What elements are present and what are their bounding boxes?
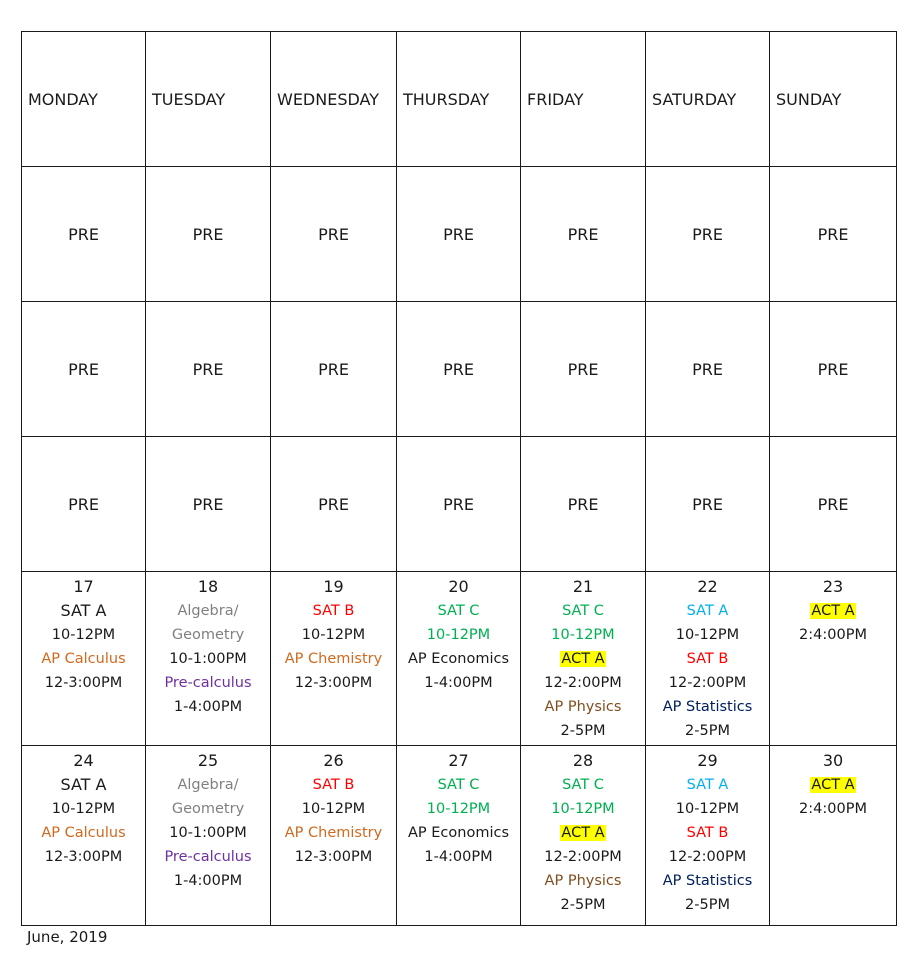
session-line	[646, 797, 769, 821]
session-line	[271, 845, 396, 869]
session-text: Algebra/	[177, 603, 239, 619]
session-line	[146, 647, 270, 671]
pre-cell: PRE	[397, 167, 521, 302]
day-cell	[646, 746, 770, 926]
session-line	[22, 647, 145, 671]
day-header-friday: FRIDAY	[521, 32, 646, 167]
month-label: June, 2019	[27, 928, 108, 946]
session-text: SAT C	[562, 777, 604, 793]
session-line	[146, 845, 270, 869]
schedule-calendar	[21, 31, 897, 926]
pre-cell: PRE	[271, 437, 397, 572]
session-text: SAT C	[562, 603, 604, 619]
day-cell	[770, 746, 897, 926]
session-text: 10-12PM	[51, 801, 116, 817]
pre-cell: PRE	[22, 437, 146, 572]
day-cell	[521, 746, 646, 926]
date-number: 24	[73, 751, 94, 770]
pre-row-3	[22, 437, 897, 572]
date-number: 29	[697, 751, 718, 770]
day-header-row	[22, 32, 897, 167]
session-line	[646, 773, 769, 797]
session-text: 10-12PM	[551, 627, 615, 643]
session-line	[22, 797, 145, 821]
date-number: 27	[448, 751, 469, 770]
pre-cell: PRE	[22, 167, 146, 302]
pre-row-1	[22, 167, 897, 302]
session-text: 12-2:00PM	[544, 675, 622, 691]
session-line	[146, 623, 270, 647]
session-text: 10-12PM	[301, 627, 366, 643]
session-text: SAT B	[312, 603, 355, 619]
session-text: 2-5PM	[685, 723, 730, 739]
date-number: 28	[572, 751, 594, 770]
session-line	[146, 773, 270, 797]
session-line	[271, 797, 396, 821]
session-line	[271, 821, 396, 845]
day-cell	[22, 572, 146, 746]
session-line	[22, 599, 145, 623]
date-number: 22	[697, 577, 718, 596]
session-line	[521, 623, 645, 647]
date-number: 25	[197, 751, 219, 770]
day-header-saturday: SATURDAY	[646, 32, 770, 167]
session-text: 10-12PM	[426, 627, 491, 643]
day-cell	[646, 572, 770, 746]
session-line	[521, 695, 645, 719]
session-text: 12-3:00PM	[294, 849, 373, 865]
session-text: 10-12PM	[551, 801, 615, 817]
date-number: 18	[197, 577, 219, 596]
session-text: AP Physics	[544, 873, 622, 889]
session-text: AP Economics	[407, 651, 510, 667]
date-number: 21	[572, 577, 594, 596]
session-line	[521, 797, 645, 821]
week-row-17	[22, 572, 897, 746]
pre-cell: PRE	[770, 302, 897, 437]
session-line	[521, 845, 645, 869]
session-text: 1-4:00PM	[173, 699, 243, 715]
session-line	[271, 623, 396, 647]
pre-cell: PRE	[646, 437, 770, 572]
session-line	[146, 671, 270, 695]
session-text: 1-4:00PM	[424, 675, 493, 691]
session-text: SAT A	[686, 777, 729, 793]
session-line	[770, 599, 896, 623]
session-text: 10-12PM	[51, 627, 116, 643]
session-text: Geometry	[171, 801, 245, 817]
session-line	[521, 773, 645, 797]
session-line	[271, 773, 396, 797]
session-text: 2-5PM	[560, 723, 606, 739]
session-text: 2-5PM	[560, 897, 606, 913]
session-text: 10-1:00PM	[169, 651, 247, 667]
session-line	[397, 647, 520, 671]
session-line	[22, 845, 145, 869]
session-text: SAT A	[686, 603, 729, 619]
session-line	[646, 647, 769, 671]
pre-cell: PRE	[146, 437, 271, 572]
session-line	[397, 599, 520, 623]
session-text: AP Calculus	[41, 651, 126, 667]
session-line	[521, 893, 645, 917]
pre-cell: PRE	[521, 302, 646, 437]
date-number: 30	[822, 751, 844, 770]
session-line	[521, 869, 645, 893]
session-line	[521, 599, 645, 623]
session-text: 10-12PM	[675, 801, 740, 817]
session-line	[22, 671, 145, 695]
session-line	[646, 821, 769, 845]
session-line	[22, 821, 145, 845]
date-number: 17	[73, 577, 94, 596]
session-text: 12-3:00PM	[44, 849, 123, 865]
date-number: 26	[323, 751, 344, 770]
pre-cell: PRE	[22, 302, 146, 437]
pre-cell: PRE	[646, 167, 770, 302]
session-text: 2:4:00PM	[799, 627, 867, 643]
session-line	[646, 599, 769, 623]
session-line	[646, 695, 769, 719]
session-line	[22, 623, 145, 647]
session-text: SAT B	[686, 825, 729, 841]
date-number: 23	[822, 577, 844, 596]
session-text: 12-3:00PM	[294, 675, 373, 691]
date-number: 19	[323, 577, 344, 596]
session-line	[146, 695, 270, 719]
highlighted-session-text: ACT A	[811, 603, 855, 619]
session-text: AP Statistics	[662, 699, 753, 715]
pre-cell: PRE	[146, 302, 271, 437]
session-text: SAT B	[686, 651, 729, 667]
highlighted-session-text: ACT A	[561, 825, 605, 841]
session-text: AP Calculus	[41, 825, 126, 841]
session-line	[271, 599, 396, 623]
pre-cell: PRE	[770, 437, 897, 572]
day-header-sunday: SUNDAY	[770, 32, 897, 167]
session-text: Geometry	[171, 627, 245, 643]
session-line	[646, 845, 769, 869]
session-text: AP Economics	[407, 825, 510, 841]
highlighted-session-text: ACT A	[561, 651, 605, 667]
session-line	[397, 623, 520, 647]
session-text: Pre-calculus	[164, 675, 252, 691]
pre-cell: PRE	[770, 167, 897, 302]
pre-cell: PRE	[521, 437, 646, 572]
session-line	[646, 671, 769, 695]
session-line	[397, 845, 520, 869]
session-line	[146, 797, 270, 821]
pre-row-2	[22, 302, 897, 437]
pre-cell: PRE	[521, 167, 646, 302]
day-cell	[271, 572, 397, 746]
pre-cell: PRE	[397, 437, 521, 572]
session-text: AP Physics	[544, 699, 622, 715]
day-cell	[397, 572, 521, 746]
session-line	[646, 893, 769, 917]
day-cell	[146, 572, 271, 746]
session-text: 10-12PM	[426, 801, 491, 817]
session-line	[646, 869, 769, 893]
session-text: 12-3:00PM	[44, 675, 123, 691]
session-line	[271, 647, 396, 671]
session-text: 10-12PM	[675, 627, 740, 643]
session-text: AP Chemistry	[284, 825, 383, 841]
session-text: 2-5PM	[685, 897, 730, 913]
date-number: 20	[448, 577, 469, 596]
session-line	[521, 671, 645, 695]
session-line	[521, 719, 645, 743]
session-text: 12-2:00PM	[544, 849, 622, 865]
session-text: SAT A	[60, 775, 107, 794]
session-line	[146, 821, 270, 845]
session-text: SAT A	[60, 601, 107, 620]
pre-cell: PRE	[271, 167, 397, 302]
day-cell	[521, 572, 646, 746]
day-header-tuesday: TUESDAY	[146, 32, 271, 167]
session-line	[521, 647, 645, 671]
session-text: 2:4:00PM	[799, 801, 867, 817]
session-text: SAT B	[312, 777, 355, 793]
session-line	[646, 623, 769, 647]
week-row-24	[22, 746, 897, 926]
session-line	[770, 623, 896, 647]
session-line	[397, 797, 520, 821]
session-text: 12-2:00PM	[668, 849, 747, 865]
session-text: 10-12PM	[301, 801, 366, 817]
session-text: AP Chemistry	[284, 651, 383, 667]
session-line	[646, 719, 769, 743]
day-cell	[397, 746, 521, 926]
session-line	[146, 599, 270, 623]
session-line	[22, 773, 145, 797]
session-line	[521, 821, 645, 845]
day-cell	[271, 746, 397, 926]
pre-cell: PRE	[397, 302, 521, 437]
session-text: Pre-calculus	[164, 849, 252, 865]
session-line	[146, 869, 270, 893]
session-text: AP Statistics	[662, 873, 753, 889]
session-text: SAT C	[437, 777, 480, 793]
day-cell	[770, 572, 897, 746]
session-line	[770, 773, 896, 797]
session-text: 12-2:00PM	[668, 675, 747, 691]
day-header-thursday: THURSDAY	[397, 32, 521, 167]
session-text: Algebra/	[177, 777, 239, 793]
pre-cell: PRE	[146, 167, 271, 302]
session-line	[397, 821, 520, 845]
pre-cell: PRE	[646, 302, 770, 437]
highlighted-session-text: ACT A	[811, 777, 855, 793]
session-text: 10-1:00PM	[169, 825, 247, 841]
day-cell	[22, 746, 146, 926]
session-line	[770, 797, 896, 821]
session-text: 1-4:00PM	[424, 849, 493, 865]
pre-cell: PRE	[271, 302, 397, 437]
session-line	[397, 671, 520, 695]
day-cell	[146, 746, 271, 926]
session-line	[271, 671, 396, 695]
session-text: SAT C	[437, 603, 480, 619]
day-header-wednesday: WEDNESDAY	[271, 32, 397, 167]
session-line	[397, 773, 520, 797]
session-text: 1-4:00PM	[173, 873, 243, 889]
day-header-monday: MONDAY	[22, 32, 146, 167]
